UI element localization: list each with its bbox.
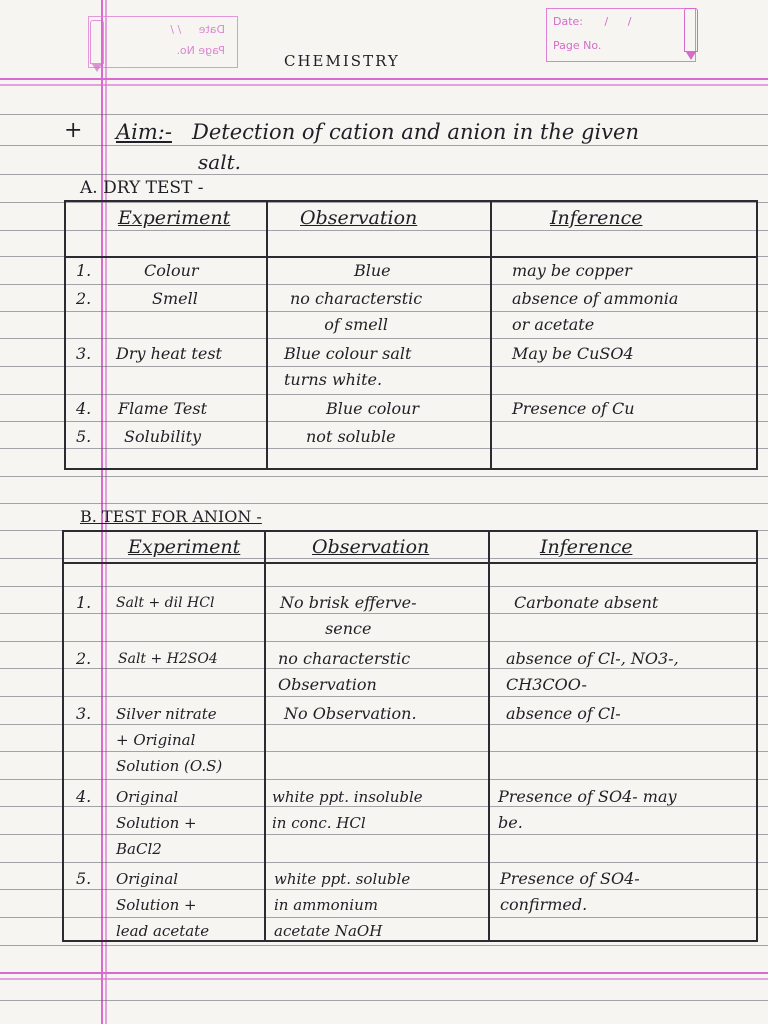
inference-cell: May be CuSO4 — [512, 344, 634, 363]
page-no-label: Page No. — [553, 39, 602, 52]
observation-cell: white ppt. insoluble in conc. HCl — [272, 788, 423, 832]
anion-col-inference: Inference — [540, 536, 633, 558]
observation-cell: No Observation. — [284, 704, 417, 723]
observation-cell: Blue colour salt turns white. — [284, 344, 412, 389]
date-value: / / — [604, 15, 640, 28]
experiment-cell: Salt + dil HCl — [116, 595, 215, 611]
observation-cell: no characterstic of smell — [290, 289, 423, 334]
dry-col-experiment: Experiment — [118, 207, 231, 229]
section-b-title: B. TEST FOR ANION - — [80, 507, 262, 526]
inference-cell: may be copper — [512, 261, 632, 280]
row-no: 2. — [76, 649, 92, 668]
experiment-cell: Smell — [152, 289, 198, 308]
experiment-cell: Original Solution + lead acetate — [116, 870, 210, 940]
observation-cell: not soluble — [306, 427, 396, 446]
mirrored-date-stamp — [88, 16, 238, 68]
bottom-pink-line-2 — [0, 978, 768, 980]
mirrored-date-value: / / — [170, 23, 182, 36]
inference-cell: Presence of SO4- confirmed. — [500, 869, 640, 914]
section-a-title: A. DRY TEST - — [80, 178, 204, 198]
experiment-cell: Dry heat test — [116, 344, 222, 363]
experiment-cell: Solubility — [124, 427, 202, 446]
row-no: 4. — [76, 787, 92, 806]
aim-text-line1: Detection of cation and anion in the given — [192, 120, 639, 144]
experiment-cell: Original Solution + BaCl2 — [116, 788, 197, 858]
date-stamp — [546, 8, 696, 62]
row-no: 4. — [76, 399, 92, 418]
mirrored-page-label: Page No. — [176, 44, 225, 57]
experiment-cell: Colour — [144, 261, 199, 280]
aim-bullet: + — [64, 118, 83, 143]
row-no: 3. — [76, 704, 92, 723]
top-pink-line — [0, 78, 768, 80]
dry-col-inference: Inference — [550, 207, 643, 229]
row-no: 5. — [76, 427, 92, 446]
aim-label: Aim:- — [116, 120, 172, 144]
inference-cell: Carbonate absent — [514, 593, 659, 612]
observation-cell: Blue colour — [326, 399, 420, 418]
experiment-cell: Salt + H2SO4 — [118, 651, 218, 667]
inference-cell: absence of ammonia or acetate — [512, 289, 679, 334]
observation-cell: No brisk efferve- sence — [280, 593, 417, 638]
pencil-icon-right — [684, 8, 698, 52]
row-no: 3. — [76, 344, 92, 363]
inference-cell: absence of Cl-, NO3-, CH3COO- — [506, 649, 679, 694]
anion-col-observation: Observation — [312, 536, 430, 558]
experiment-cell: Silver nitrate + Original Solution (O.S) — [116, 705, 223, 775]
inference-cell: Presence of Cu — [512, 399, 635, 418]
row-no: 2. — [76, 289, 92, 308]
top-pink-line-2 — [0, 84, 768, 86]
anion-col-experiment: Experiment — [128, 536, 241, 558]
aim-text-line2: salt. — [198, 150, 241, 174]
mirrored-date-label: Date — [198, 23, 225, 36]
subject-title: CHEMISTRY — [284, 52, 400, 70]
row-no: 1. — [76, 261, 92, 280]
observation-cell: white ppt. soluble in ammonium acetate NaOH — [274, 870, 411, 940]
date-label: Date: — [553, 15, 583, 28]
observation-cell: no characterstic Observation — [278, 649, 411, 694]
inference-cell: absence of Cl- — [506, 704, 621, 723]
bottom-pink-line — [0, 972, 768, 974]
observation-cell: Blue — [354, 261, 391, 280]
row-no: 5. — [76, 869, 92, 888]
row-no: 1. — [76, 593, 92, 612]
pencil-icon — [90, 20, 104, 64]
inference-cell: Presence of SO4- may be. — [498, 787, 677, 832]
dry-col-observation: Observation — [300, 207, 418, 229]
experiment-cell: Flame Test — [118, 399, 208, 418]
